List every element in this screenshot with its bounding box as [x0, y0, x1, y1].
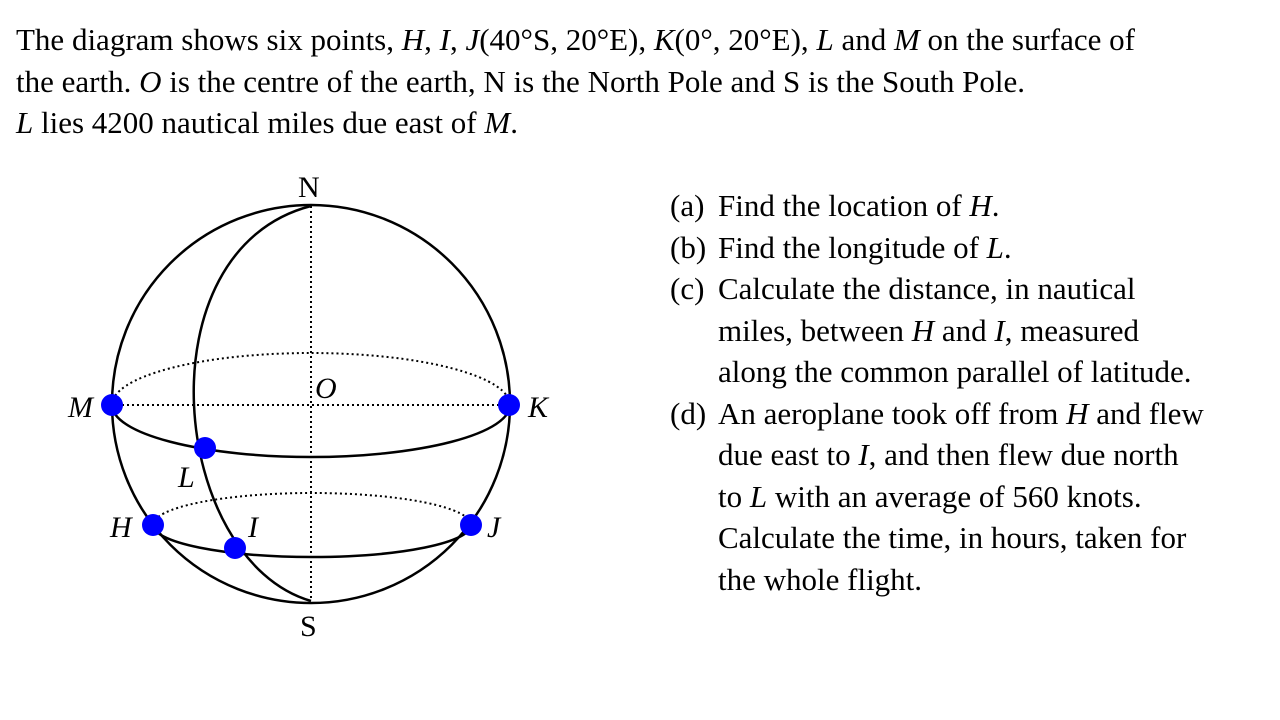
question-text	[718, 393, 1204, 601]
question-text-segment: due east to	[718, 437, 859, 472]
earth-outline	[112, 205, 510, 603]
statement-line-3	[16, 102, 1278, 144]
label-south: S	[300, 610, 317, 643]
question-text-segment: miles, between	[718, 312, 912, 348]
point-l-ref: L	[816, 22, 834, 57]
point-ref: L	[986, 229, 1004, 265]
point-k-coordinates: (0°, 20°E),	[674, 22, 817, 57]
point-i-ref: I	[439, 22, 450, 57]
question-line	[718, 268, 1191, 310]
questions-list	[670, 185, 1270, 600]
question-line	[718, 393, 1204, 435]
point-m	[101, 394, 123, 416]
problem-statement	[16, 19, 1278, 144]
statement-line-1	[16, 19, 1278, 61]
point-l	[194, 437, 216, 459]
question-text-segment: An aeroplane took off from	[718, 395, 1067, 431]
question-text	[718, 227, 1012, 269]
statement-line-2	[16, 61, 1278, 103]
question-line	[718, 559, 1204, 601]
question-text-segment: the whole flight.	[718, 561, 923, 597]
point-m-ref: M	[484, 105, 511, 140]
point-ref: H	[911, 312, 935, 348]
question-label: (b)	[670, 229, 707, 265]
point-k-ref: K	[653, 22, 675, 57]
point-ref: H	[969, 188, 992, 223]
question-line	[718, 434, 1204, 476]
question-label: (c)	[670, 271, 705, 306]
question-text-segment: Calculate the distance, in nautical	[718, 271, 1136, 306]
point-ref: L	[749, 478, 768, 514]
question-text	[718, 185, 1000, 227]
question-text-segment: , and then flew due north	[868, 437, 1179, 472]
label-i: I	[248, 511, 258, 544]
question-label: (a)	[670, 188, 705, 223]
point-h	[142, 514, 164, 536]
label-j: J	[487, 511, 501, 544]
question-text-segment: with an average of 560 knots.	[767, 478, 1142, 514]
statement-text: is the centre of the earth, N is the North Pole and S is the South Pole.	[161, 63, 1026, 99]
point-ref: H	[1066, 395, 1089, 431]
conjunction: and	[833, 22, 894, 57]
label-h: H	[110, 511, 132, 544]
question-text-segment: .	[1003, 229, 1012, 265]
label-centre: O	[315, 372, 337, 405]
point-m-ref: M	[893, 22, 920, 57]
point-ref: I	[994, 312, 1005, 348]
question-b	[670, 227, 1270, 269]
point-l-ref: L	[16, 105, 34, 140]
label-k: K	[528, 391, 549, 424]
statement-text: The diagram shows six points,	[16, 22, 402, 57]
label-l: L	[178, 461, 195, 494]
statement-text: lies 4200 nautical miles due east of	[33, 105, 485, 140]
question-line	[718, 476, 1204, 518]
question-text-segment: Calculate the time, in hours, taken for	[718, 520, 1187, 555]
question-text-segment: and flew	[1088, 395, 1204, 431]
point-o-ref: O	[139, 63, 162, 99]
question-a	[670, 185, 1270, 227]
point-j-coordinates: (40°S, 20°E),	[479, 22, 654, 57]
question-text-segment: to	[718, 478, 750, 514]
point-ref: I	[858, 437, 869, 472]
point-h-ref: H	[401, 22, 425, 57]
question-text-segment: Find the longitude of	[718, 229, 987, 265]
question-text-segment: Find the location of	[718, 188, 970, 223]
separator: ,	[424, 22, 440, 57]
label-m: M	[68, 391, 93, 424]
point-k	[498, 394, 520, 416]
question-label: (d)	[670, 395, 707, 431]
question-line	[718, 310, 1191, 352]
question-d	[670, 393, 1270, 601]
question-line	[718, 351, 1191, 393]
question-text-segment: , measured	[1004, 312, 1139, 348]
question-text-segment: .	[991, 188, 1000, 223]
point-i	[224, 537, 246, 559]
question-line	[718, 185, 1000, 227]
question-text-segment: and	[934, 312, 995, 348]
statement-text: .	[510, 105, 518, 140]
statement-text: the earth.	[16, 63, 140, 99]
label-north: N	[298, 171, 320, 204]
question-c	[670, 268, 1270, 393]
point-j	[460, 514, 482, 536]
question-line	[718, 517, 1204, 559]
statement-text: on the surface of	[919, 22, 1135, 57]
separator: ,	[449, 22, 466, 57]
earth-diagram	[0, 160, 640, 660]
question-line	[718, 227, 1012, 269]
point-j-ref: J	[465, 22, 480, 57]
question-text-segment: along the common parallel of latitude.	[718, 354, 1192, 389]
question-text	[718, 268, 1191, 393]
